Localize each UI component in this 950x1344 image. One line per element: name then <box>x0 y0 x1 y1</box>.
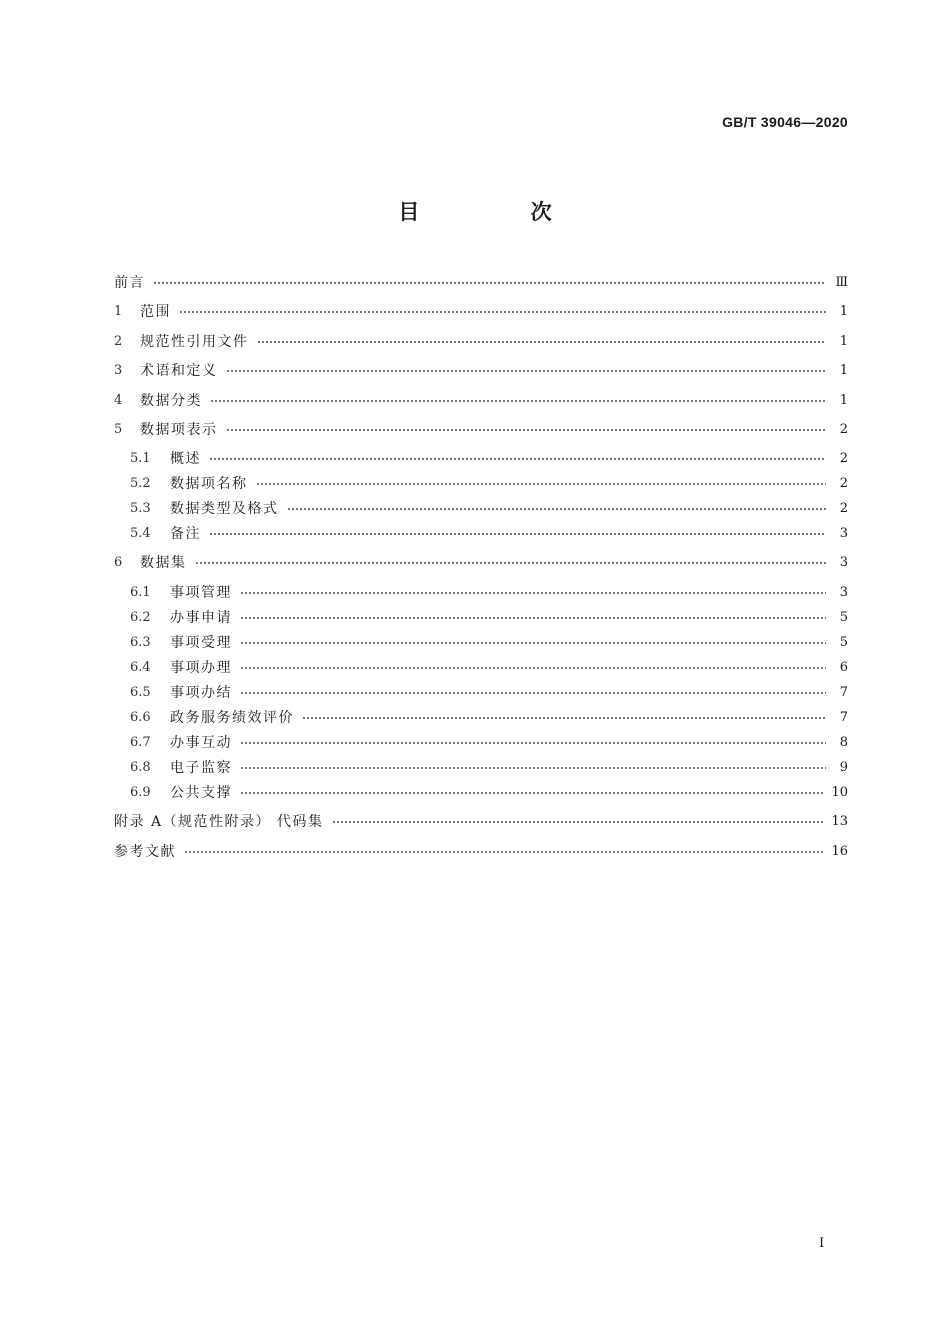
toc-entry-label: 数据类型及格式 <box>170 501 279 517</box>
dot-leader <box>240 789 823 797</box>
toc-entry-label: 术语和定义 <box>140 363 218 379</box>
toc-entry[interactable] <box>130 473 848 495</box>
toc-entry[interactable] <box>130 607 848 629</box>
toc-entry-label: 事项受理 <box>170 635 232 651</box>
toc-entry[interactable] <box>130 782 848 804</box>
dot-leader <box>257 338 827 346</box>
toc-entry-number: 6.5 <box>130 685 151 700</box>
toc-entry-page: 8 <box>839 735 848 750</box>
toc-entry-page: 9 <box>839 760 848 775</box>
dot-leader <box>179 308 826 316</box>
toc-entry-page: 2 <box>839 476 848 491</box>
dot-leader <box>240 764 826 772</box>
toc-entry-number: 5.4 <box>130 526 151 541</box>
toc-entry-page: 5 <box>839 635 848 650</box>
toc-entry-number: 5 <box>114 422 123 437</box>
toc-entry[interactable] <box>114 419 848 441</box>
toc-entry-page: 3 <box>839 555 848 570</box>
dot-leader <box>240 689 826 697</box>
dot-leader <box>210 397 826 405</box>
toc-entry-number: 6.9 <box>130 785 151 800</box>
toc-entry-label: 政务服务绩效评价 <box>170 710 294 726</box>
toc-entry[interactable] <box>114 301 848 323</box>
dot-leader <box>209 530 826 538</box>
toc-entry-label: 数据集 <box>140 555 187 571</box>
toc-entry[interactable] <box>114 360 848 382</box>
toc-entry-number: 6.6 <box>130 710 151 725</box>
toc-entry-page: 3 <box>839 526 848 541</box>
toc-entry-number: 2 <box>114 334 123 349</box>
toc-entry[interactable] <box>130 682 848 704</box>
standard-number: GB/T 39046—2020 <box>722 114 848 130</box>
toc-entry-label: 办事申请 <box>170 610 232 626</box>
toc-entry-number: 6.7 <box>130 735 151 750</box>
dot-leader <box>195 559 827 567</box>
dot-leader <box>184 848 823 856</box>
toc-entry-label: 概述 <box>170 451 201 467</box>
toc-entry-label: 参考文献 <box>114 844 176 860</box>
dot-leader <box>332 818 824 826</box>
toc-entry[interactable] <box>114 841 848 863</box>
toc-entry-number: 6.2 <box>130 610 151 625</box>
toc-entry-page: 6 <box>839 660 848 675</box>
toc-entry-page: 7 <box>839 710 848 725</box>
dot-leader <box>240 639 826 647</box>
dot-leader <box>240 664 826 672</box>
toc-entry-page: 16 <box>831 844 848 859</box>
toc-entry-number: 5.2 <box>130 476 151 491</box>
toc-entry-number: 6 <box>114 555 123 570</box>
toc-entry[interactable] <box>130 757 848 779</box>
toc-entry-page: 2 <box>839 451 848 466</box>
dot-leader <box>256 480 827 488</box>
toc-entry-page: 2 <box>839 422 848 437</box>
toc-entry-number: 6.8 <box>130 760 151 775</box>
dot-leader <box>240 589 826 597</box>
dot-leader <box>153 279 826 287</box>
toc-entry-label: 电子监察 <box>170 760 232 776</box>
dot-leader <box>226 367 827 375</box>
toc-entry[interactable] <box>114 552 848 574</box>
toc-entry-page: 1 <box>839 334 848 349</box>
toc-entry[interactable] <box>130 582 848 604</box>
dot-leader <box>240 614 826 622</box>
toc-entry[interactable] <box>114 272 848 294</box>
toc-entry-number: 5.3 <box>130 501 151 516</box>
toc-entry-number: 4 <box>114 393 123 408</box>
dot-leader <box>209 455 826 463</box>
toc-entry[interactable] <box>130 498 848 520</box>
toc-entry-number: 6.1 <box>130 585 151 600</box>
dot-leader <box>302 714 826 722</box>
toc-entry-label: 事项办结 <box>170 685 232 701</box>
toc-entry[interactable] <box>114 811 848 833</box>
toc-entry[interactable] <box>114 331 848 353</box>
dot-leader <box>287 505 827 513</box>
toc-entry-label: 规范性引用文件 <box>140 334 249 350</box>
toc-entry-page: 7 <box>839 685 848 700</box>
toc-entry-label: 数据分类 <box>140 393 202 409</box>
dot-leader <box>240 739 826 747</box>
toc-entry-number: 3 <box>114 363 123 378</box>
toc-entry-page: 1 <box>839 393 848 408</box>
toc-entry-label: 附录 A（规范性附录） 代码集 <box>114 814 324 830</box>
toc-entry-page: 1 <box>839 304 848 319</box>
page-number: I <box>819 1236 825 1251</box>
toc-entry[interactable] <box>114 390 848 412</box>
toc-entry[interactable] <box>130 707 848 729</box>
toc-entry-label: 事项管理 <box>170 585 232 601</box>
toc-entry[interactable] <box>130 732 848 754</box>
toc-entry-page: Ⅲ <box>835 275 848 290</box>
toc-entry-number: 1 <box>114 304 123 319</box>
toc-entry-label: 事项办理 <box>170 660 232 676</box>
toc-entry-number: 6.3 <box>130 635 151 650</box>
toc-entry-page: 5 <box>839 610 848 625</box>
toc-entry-label: 数据项表示 <box>140 422 218 438</box>
toc-entry-number: 5.1 <box>130 451 151 466</box>
toc-entry-page: 13 <box>831 814 848 829</box>
toc-entry-number: 6.4 <box>130 660 151 675</box>
toc-entry-label: 前言 <box>114 275 145 291</box>
toc-entry-page: 2 <box>839 501 848 516</box>
toc-entry-label: 数据项名称 <box>170 476 248 492</box>
toc-entry[interactable] <box>130 632 848 654</box>
toc-entry[interactable] <box>130 657 848 679</box>
toc-entry-page: 1 <box>839 363 848 378</box>
toc-entry-label: 范围 <box>140 304 171 320</box>
toc-entry[interactable] <box>130 448 848 470</box>
toc-entry-label: 公共支撑 <box>170 785 232 801</box>
toc-entry-label: 办事互动 <box>170 735 232 751</box>
toc-entry-label: 备注 <box>170 526 201 542</box>
toc-entry-page: 10 <box>831 785 848 800</box>
toc-entry-page: 3 <box>839 585 848 600</box>
toc-title: 目 次 <box>398 200 604 224</box>
dot-leader <box>226 426 827 434</box>
toc-entry[interactable] <box>130 523 848 545</box>
